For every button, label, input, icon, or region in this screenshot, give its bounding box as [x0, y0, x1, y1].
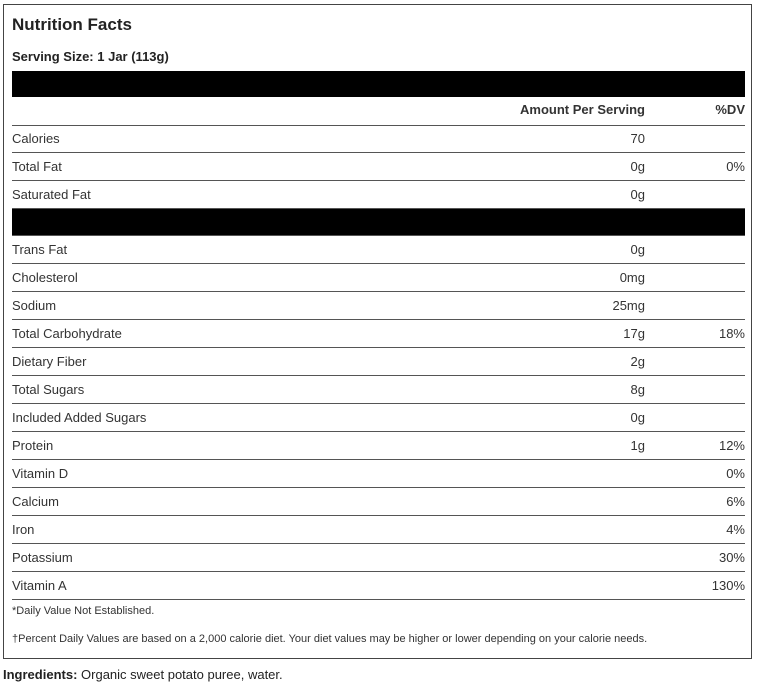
nutrient-name: Total Carbohydrate	[12, 326, 122, 341]
footnote-not-established: *Daily Value Not Established.	[12, 605, 155, 617]
nutrient-amount: 2g	[630, 354, 645, 369]
serving-size: Serving Size: 1 Jar (113g)	[12, 49, 169, 64]
table-row	[12, 264, 745, 292]
nutrient-amount: 0mg	[619, 270, 645, 285]
nutrient-amount: 0g	[630, 187, 645, 202]
nutrient-amount: 17g	[623, 326, 645, 341]
nutrient-name: Protein	[12, 438, 54, 453]
nutrient-dv: 130%	[711, 578, 745, 593]
nutrient-name: Vitamin A	[12, 578, 67, 593]
table-row	[12, 572, 745, 600]
nutrient-dv: 6%	[726, 494, 745, 509]
nutrient-name: Calories	[12, 131, 60, 146]
table-row	[12, 292, 745, 320]
table-row	[12, 516, 745, 544]
nutrient-name: Sodium	[12, 298, 57, 313]
ingredients-text: Organic sweet potato puree, water.	[77, 667, 283, 682]
nutrient-amount: 8g	[630, 382, 645, 397]
table-row	[12, 404, 745, 432]
nutrient-amount: 0g	[630, 159, 645, 174]
nutrient-amount: 25mg	[612, 298, 645, 313]
nutrient-name: Saturated Fat	[12, 187, 91, 202]
nutrient-amount: 0g	[630, 242, 645, 257]
table-header	[12, 97, 745, 126]
table-row	[12, 125, 745, 153]
nutrient-amount: 0g	[630, 410, 645, 425]
table-row	[12, 236, 745, 264]
nutrient-dv: 0%	[726, 159, 745, 174]
table-row	[12, 488, 745, 516]
table-row	[12, 544, 745, 572]
nutrient-table	[12, 125, 745, 600]
nutrient-name: Included Added Sugars	[12, 410, 147, 425]
amount-header: Amount Per Serving	[520, 102, 645, 117]
table-row	[12, 432, 745, 460]
nutrient-amount: 1g	[630, 438, 645, 453]
nutrient-dv: 12%	[718, 438, 745, 453]
nutrient-name: Total Sugars	[12, 382, 85, 397]
divider-bar	[12, 209, 745, 236]
nutrient-dv: 18%	[718, 326, 745, 341]
page-title: Nutrition Facts	[12, 15, 132, 34]
table-row	[12, 153, 745, 181]
nutrient-name: Trans Fat	[12, 242, 68, 257]
footnote-percent-dv: †Percent Daily Values are based on a 2,000 calorie diet. Your diet values may be higher or lower depending on your calorie needs.	[12, 633, 648, 645]
nutrient-dv: 0%	[726, 466, 745, 481]
ingredients-label: Ingredients:	[3, 667, 78, 682]
nutrient-name: Cholesterol	[12, 270, 78, 285]
nutrient-name: Calcium	[12, 494, 59, 509]
nutrition-facts-panel	[3, 4, 752, 659]
table-row	[12, 376, 745, 404]
nutrient-name: Dietary Fiber	[12, 354, 87, 369]
nutrient-name: Iron	[12, 522, 35, 537]
divider-bar	[12, 71, 745, 97]
nutrient-name: Vitamin D	[12, 466, 69, 481]
nutrient-dv: 4%	[726, 522, 745, 537]
nutrient-dv: 30%	[718, 550, 745, 565]
table-row	[12, 181, 745, 209]
ingredients	[3, 667, 283, 682]
nutrient-name: Potassium	[12, 550, 73, 565]
dv-header: %DV	[715, 102, 745, 117]
nutrient-amount: 70	[630, 131, 645, 146]
table-row	[12, 320, 745, 348]
nutrient-name: Total Fat	[12, 159, 62, 174]
table-row	[12, 460, 745, 488]
table-row	[12, 348, 745, 376]
